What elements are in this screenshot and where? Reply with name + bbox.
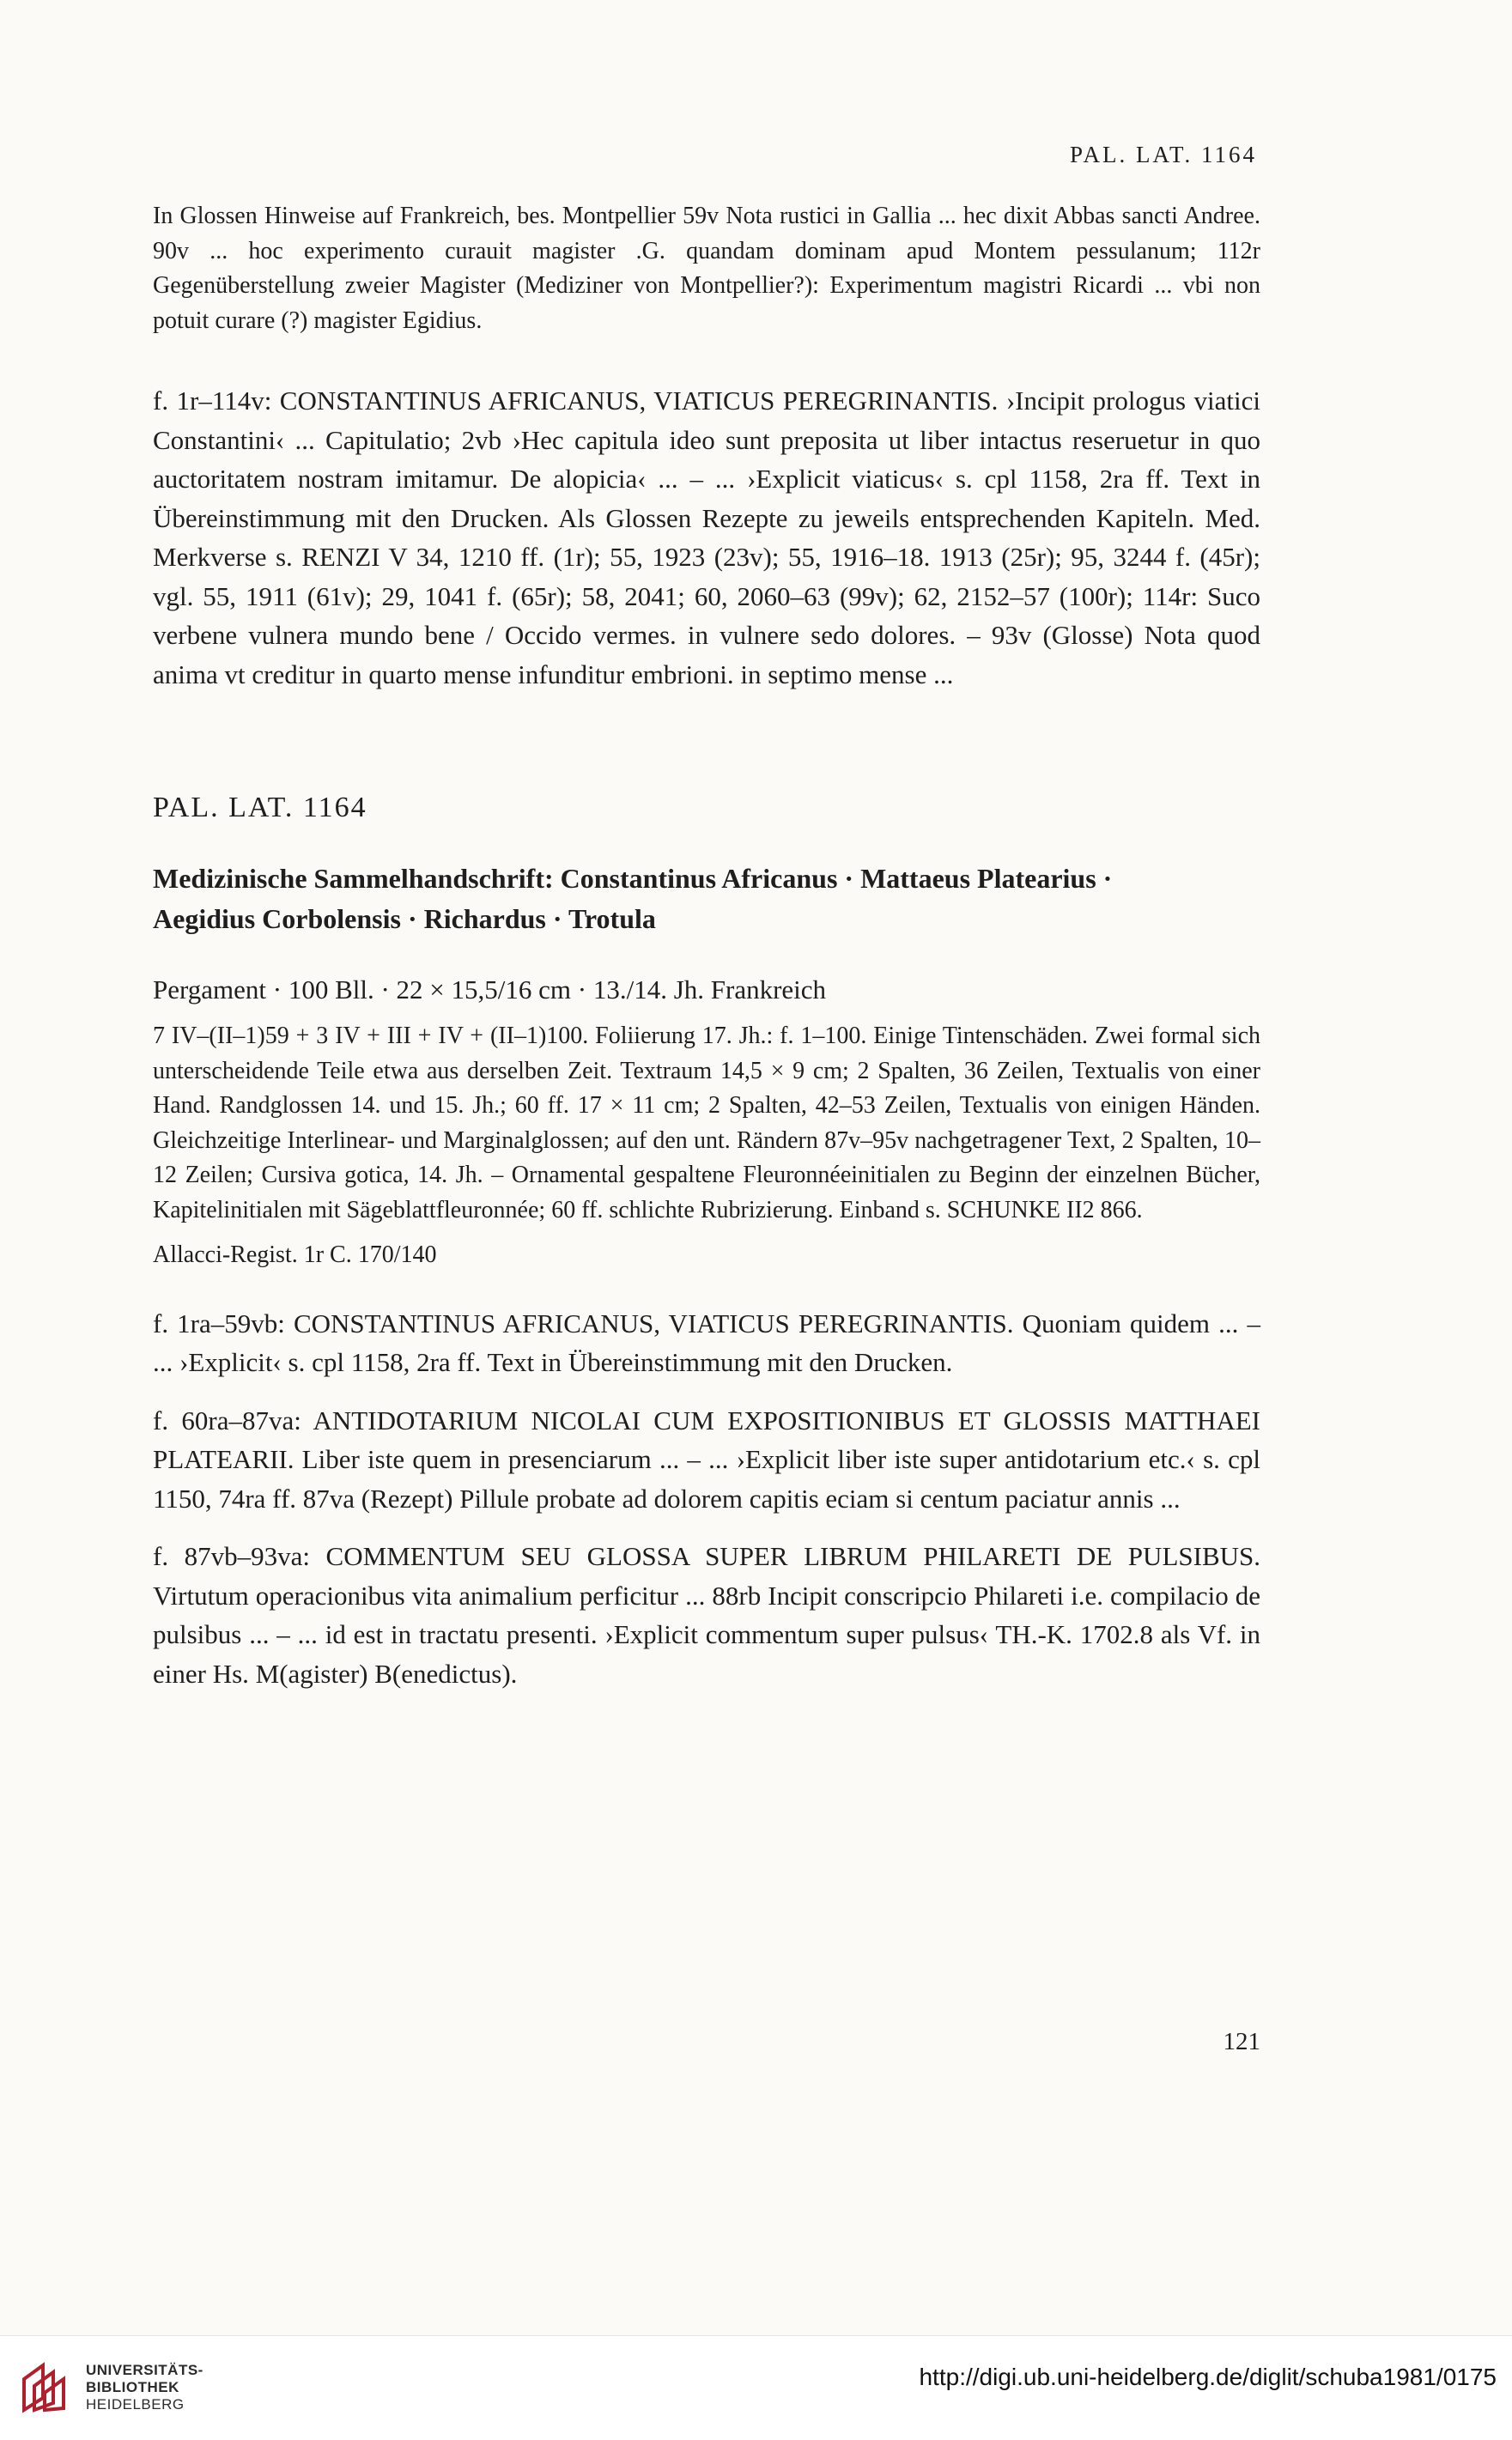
allacci-register: Allacci-Regist. 1r C. 170/140 — [153, 1241, 437, 1268]
page-number: 121 — [1223, 2028, 1260, 2055]
shelfmark-heading: PAL. LAT. 1164 — [153, 792, 367, 823]
manuscript-title-line-1: Medizinische Sammelhandschrift: Constantinus Africanus · Mattaeus Platearius · — [153, 862, 1113, 894]
contents-entry-2: f. 60ra–87va: ANTIDOTARIUM NICOLAI CUM EXPOSITIONIBUS ET GLOSSIS MATTHAEI PLATEARII. Liber iste quem in presenciarum ... – ... ›Explicit liber iste super antidotarium etc.‹ s. cpl 1150, 74ra ff. 87va (Rezept) Pillule probate ad dolorem capitis eciam si centum paciatur annis ... — [153, 1405, 1260, 1514]
library-name-line-3: HEIDELBERG — [86, 2396, 185, 2413]
digitization-footer — [0, 2335, 1512, 2440]
contents-entry-1: f. 1ra–59vb: CONSTANTINUS AFRICANUS, VIATICUS PEREGRINANTIS. Quoniam quidem ... – ... ›Explicit‹ s. cpl 1158, 2ra ff. Text in Übereinstimmung mit den Drucken. — [153, 1308, 1260, 1377]
source-url-link[interactable]: http://digi.ub.uni-heidelberg.de/diglit/schuba1981/0175 — [919, 2364, 1497, 2390]
library-logo-icon — [17, 2360, 72, 2415]
library-name-line-2: BIBLIOTHEK — [86, 2379, 179, 2395]
manuscript-title-line-2: Aegidius Corbolensis · Richardus · Trotula — [153, 902, 656, 934]
page-body — [153, 199, 1260, 1693]
library-name-line-1: UNIVERSITÄTS- — [86, 2362, 203, 2378]
codicological-description: 7 IV–(II–1)59 + 3 IV + III + IV + (II–1)100. Foliierung 17. Jh.: f. 1–100. Einige Tintenschäden. Zwei formal sich unterscheidende Teile etwa aus derselben Zeit. Textraum 14,5 × 9 cm; 2 Spalten, 36 Zeilen, Textualis von einer Hand. Randglossen 14. und 15. Jh.; 60 ff. 17 × 11 cm; 2 Spalten, 42–53 Zeilen, Textualis von einigen Händen. Gleichzeitige Interlinear- und Marginalglossen; auf den unt. Rändern 87v–95v nachgetragener Text, 2 Spalten, 10–12 Zeilen; Cursiva gotica, 14. Jh. – Ornamental gespaltene Fleuronnéeinitialen zu Beginn der einzelnen Bücher, Kapitelinitialen mit Sägeblattfleuronnée; 60 ff. schlichte Rubrizierung. Einband s. SCHUNKE II2 866. — [153, 1023, 1260, 1223]
contents-entry-3: f. 87vb–93va: COMMENTUM SEU GLOSSA SUPER LIBRUM PHILARETI DE PULSIBUS. Virtutum operacionibus vita animalium perficitur ... 88rb Incipit conscripcio Philareti i.e. compilacio de pulsibus ... – ... id est in tractatu presenti. ›Explicit commentum super pulsus‹ TH.-K. 1702.8 als Vf. in einer Hs. M(agister) B(enedictus). — [153, 1541, 1260, 1689]
physical-summary: Pergament · 100 Bll. · 22 × 15,5/16 cm · 13./14. Jh. Frankreich — [153, 974, 827, 1005]
library-name — [86, 2362, 203, 2413]
running-head: PAL. LAT. 1164 — [1069, 142, 1257, 167]
glosses-paragraph: In Glossen Hinweise auf Frankreich, bes. Montpellier 59v Nota rustici in Gallia ... hec dixit Abbas sancti Andree. 90v ... hoc experimento curauit magister .G. quandam dominam apud Montem pessulanum; 112r Gegenüberstellung zweier Magister (Mediziner von Montpellier?): Experimentum magistri Ricardi ... vbi non potuit curare (?) magister Egidius. — [153, 203, 1260, 334]
viaticus-entry-paragraph: f. 1r–114v: CONSTANTINUS AFRICANUS, VIATICUS PEREGRINANTIS. ›Incipit prologus viatici Constantini‹ ... Capitulatio; 2vb ›Hec capitula ideo sunt preposita ut liber intactus reseruetur in quo auctoritatem nostram imitamur. De alopicia‹ ... – ... ›Explicit viaticus‹ s. cpl 1158, 2ra ff. Text in Übereinstimmung mit den Drucken. Als Glossen Rezepte zu jeweils entsprechenden Kapiteln. Med. Merkverse s. RENZI V 34, 1210 ff. (1r); 55, 1923 (23v); 55, 1916–18. 1913 (25r); 95, 3244 f. (45r); vgl. 55, 1911 (61v); 29, 1041 f. (65r); 58, 2041; 60, 2060–63 (99v); 62, 2152–57 (100r); 114r: Suco verbene vulnera mundo bene / Occido vermes. in vulnere sedo dolores. – 93v (Glosse) Nota quod anima vt creditur in quarto mense infunditur embrioni. in septimo mense ... — [153, 385, 1260, 689]
